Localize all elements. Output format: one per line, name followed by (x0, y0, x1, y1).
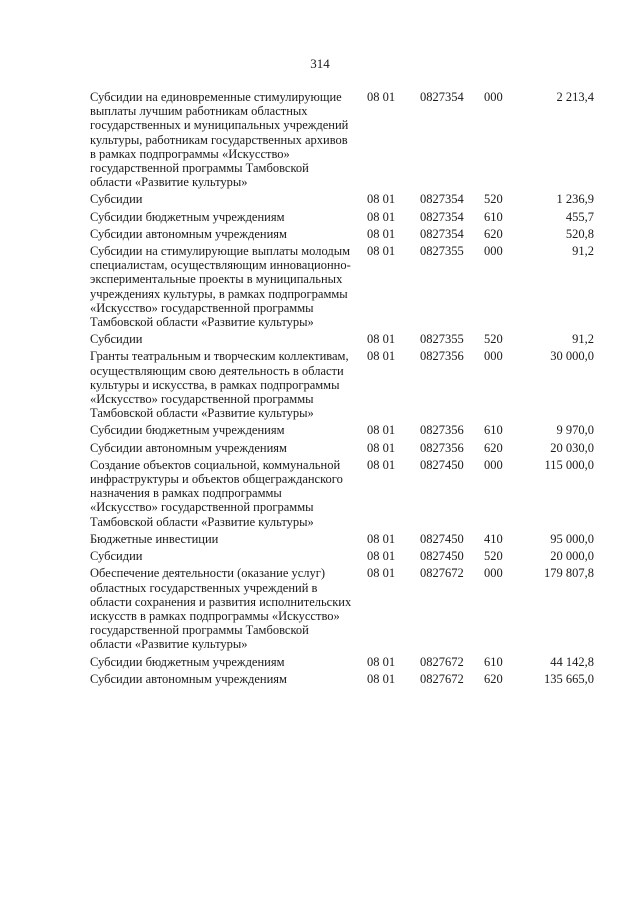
row-target-code: 0827355 (420, 332, 464, 347)
row-expense-type: 520 (484, 549, 503, 564)
row-amount: 9 970,0 (556, 423, 594, 438)
row-expense-type: 610 (484, 209, 503, 224)
row-section-code: 08 01 (367, 566, 396, 581)
row-expense-type: 410 (484, 531, 503, 546)
table-row (0, 227, 640, 241)
row-target-code: 0827354 (420, 209, 464, 224)
row-description: Субсидии бюджетным учреждениям (90, 654, 285, 669)
row-target-code: 0827672 (420, 671, 464, 686)
row-target-code: 0827355 (420, 244, 464, 259)
table-row (0, 90, 640, 189)
row-description: Субсидии (90, 332, 143, 347)
table-row (0, 192, 640, 206)
table-row (0, 349, 640, 420)
row-target-code: 0827356 (420, 440, 464, 455)
row-description: Создание объектов социальной, коммунальной инфраструктуры и объектов общегражданского назначения в рамках подпрограммы «Искусство» государственной программы Тамбовской области «Развитие культуры» (90, 457, 343, 529)
table-row (0, 210, 640, 224)
row-amount: 20 030,0 (550, 440, 594, 455)
table-row (0, 244, 640, 329)
table-row (0, 549, 640, 563)
row-expense-type: 610 (484, 423, 503, 438)
row-amount: 455,7 (565, 209, 594, 224)
row-expense-type: 620 (484, 671, 503, 686)
row-amount: 179 807,8 (544, 566, 594, 581)
table-row (0, 566, 640, 651)
row-target-code: 0827672 (420, 566, 464, 581)
row-description: Субсидии бюджетным учреждениям (90, 423, 285, 438)
row-expense-type: 620 (484, 440, 503, 455)
row-target-code: 0827450 (420, 531, 464, 546)
table-row (0, 458, 640, 529)
row-description: Субсидии автономным учреждениям (90, 226, 287, 241)
row-section-code: 08 01 (367, 440, 396, 455)
table-row (0, 441, 640, 455)
page-number: 314 (310, 56, 330, 71)
budget-table (0, 90, 640, 689)
row-amount: 95 000,0 (550, 531, 594, 546)
row-description: Субсидии автономным учреждениям (90, 671, 287, 686)
row-target-code: 0827354 (420, 192, 464, 207)
row-section-code: 08 01 (367, 332, 396, 347)
row-expense-type: 000 (484, 90, 503, 104)
row-section-code: 08 01 (367, 531, 396, 546)
row-amount: 115 000,0 (544, 457, 594, 472)
row-section-code: 08 01 (367, 90, 396, 104)
row-expense-type: 000 (484, 349, 503, 364)
row-target-code: 0827354 (420, 90, 464, 104)
row-target-code: 0827354 (420, 226, 464, 241)
row-target-code: 0827450 (420, 549, 464, 564)
row-description: Субсидии автономным учреждениям (90, 440, 287, 455)
row-section-code: 08 01 (367, 423, 396, 438)
row-amount: 135 665,0 (544, 671, 594, 686)
row-description: Гранты театральным и творческим коллективам, осуществляющим свою деятельность в области культуры и искусства, в рамках подпрограммы «Искусство» государственной программы Тамбовской области «Развитие культуры» (90, 349, 349, 421)
row-description: Субсидии (90, 549, 143, 564)
row-expense-type: 610 (484, 654, 503, 669)
row-target-code: 0827356 (420, 423, 464, 438)
row-expense-type: 520 (484, 332, 503, 347)
row-section-code: 08 01 (367, 549, 396, 564)
row-section-code: 08 01 (367, 244, 396, 259)
row-section-code: 08 01 (367, 654, 396, 669)
row-section-code: 08 01 (367, 457, 396, 472)
table-row (0, 423, 640, 437)
row-section-code: 08 01 (367, 671, 396, 686)
row-description: Субсидии на единовременные стимулирующие выплаты лучшим работникам областных государственных и муниципальных учреждений культуры, работникам государственных архивов в рамках подпрограммы «Искусство» государственной программы Тамбовской области «Развитие культуры» (90, 90, 349, 190)
row-target-code: 0827672 (420, 654, 464, 669)
row-section-code: 08 01 (367, 349, 396, 364)
table-row (0, 332, 640, 346)
row-target-code: 0827356 (420, 349, 464, 364)
row-section-code: 08 01 (367, 226, 396, 241)
row-section-code: 08 01 (367, 192, 396, 207)
row-description: Субсидии бюджетным учреждениям (90, 209, 285, 224)
table-row (0, 655, 640, 669)
table-row (0, 672, 640, 686)
row-amount: 30 000,0 (550, 349, 594, 364)
row-description: Бюджетные инвестиции (90, 531, 219, 546)
row-expense-type: 000 (484, 244, 503, 259)
row-description: Субсидии (90, 192, 143, 207)
row-section-code: 08 01 (367, 209, 396, 224)
row-amount: 2 213,4 (556, 90, 594, 104)
row-expense-type: 000 (484, 566, 503, 581)
row-amount: 44 142,8 (550, 654, 594, 669)
row-amount: 91,2 (572, 332, 594, 347)
row-amount: 20 000,0 (550, 549, 594, 564)
row-expense-type: 520 (484, 192, 503, 207)
row-description: Обеспечение деятельности (оказание услуг) областных государственных учреждений в области сохранения и развития исполнительских искусств в рамках подпрограммы «Искусство» государственной программы Тамбовской области «Развитие культуры» (90, 566, 352, 652)
row-amount: 520,8 (565, 226, 594, 241)
row-description: Субсидии на стимулирующие выплаты молодым специалистам, осуществляющим инновационно-экспериментальные проекты в муниципальных учреждениях культуры, в рамках подпрограммы «Искусство» государственной программы Тамбовской области «Развитие культуры» (90, 244, 351, 330)
row-target-code: 0827450 (420, 457, 464, 472)
row-expense-type: 620 (484, 226, 503, 241)
table-row (0, 532, 640, 546)
row-expense-type: 000 (484, 457, 503, 472)
row-amount: 91,2 (572, 244, 594, 259)
row-amount: 1 236,9 (556, 192, 594, 207)
